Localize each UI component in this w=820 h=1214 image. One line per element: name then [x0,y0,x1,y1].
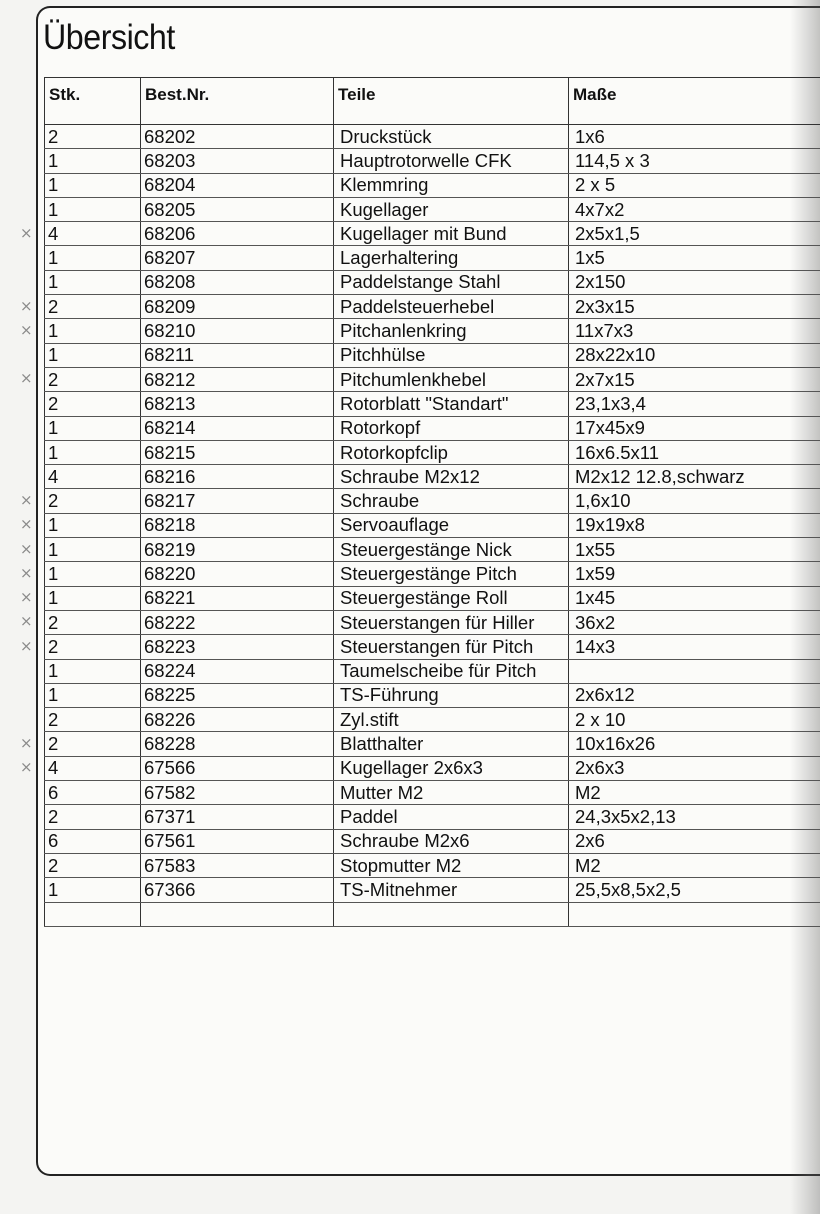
table-row [45,513,820,537]
cell-masse: 19x19x8 [569,513,820,537]
cell-teile: Klemmring [334,173,569,197]
cell-stk: 2 [45,367,141,391]
cell-masse: 24,3x5x2,13 [569,805,820,829]
cell-best-nr: 68211 [141,343,334,367]
cell-stk: 2 [45,708,141,732]
cell-masse: 1x59 [569,562,820,586]
cell-stk: 1 [45,270,141,294]
table-row [45,416,820,440]
cell-teile: Schraube M2x12 [334,465,569,489]
table-row [45,440,820,464]
cell-masse: 2 x 5 [569,173,820,197]
cell-best-nr: 68221 [141,586,334,610]
cell-best-nr: 67366 [141,878,334,902]
cell-stk: 2 [45,853,141,877]
cell-stk: 2 [45,635,141,659]
cell-best-nr: 68214 [141,416,334,440]
cell-best-nr: 67583 [141,853,334,877]
table-row [45,805,820,829]
cell-stk [45,902,141,926]
cell-masse: 16x6.5x11 [569,440,820,464]
header-stk: Stk. [45,78,141,125]
table-row [45,295,820,319]
handwritten-check-mark: × [20,636,33,655]
cell-masse: 1x6 [569,125,820,149]
table-row [45,246,820,270]
table-row [45,538,820,562]
cell-best-nr: 68216 [141,465,334,489]
cell-stk: 2 [45,805,141,829]
cell-best-nr: 68213 [141,392,334,416]
cell-masse: 25,5x8,5x2,5 [569,878,820,902]
cell-stk: 1 [45,197,141,221]
cell-teile: Steuerstangen für Hiller [334,610,569,634]
table-row [45,343,820,367]
cell-masse: 1x45 [569,586,820,610]
cell-teile: Mutter M2 [334,781,569,805]
cell-stk: 1 [45,343,141,367]
cell-teile [334,902,569,926]
cell-teile: Taumelscheibe für Pitch [334,659,569,683]
cell-teile: Pitchumlenkhebel [334,367,569,391]
cell-best-nr: 68228 [141,732,334,756]
table-row [45,610,820,634]
cell-stk: 1 [45,586,141,610]
table-header-row [45,78,820,125]
cell-teile: Blatthalter [334,732,569,756]
table-row [45,367,820,391]
cell-masse: 1x55 [569,538,820,562]
table-row [45,756,820,780]
cell-stk: 1 [45,440,141,464]
cell-masse: 23,1x3,4 [569,392,820,416]
table-row [45,781,820,805]
cell-best-nr: 68217 [141,489,334,513]
cell-teile: Hauptrotorwelle CFK [334,149,569,173]
table-row [45,902,820,926]
cell-stk: 1 [45,562,141,586]
cell-best-nr [141,902,334,926]
cell-stk: 1 [45,538,141,562]
cell-best-nr: 68210 [141,319,334,343]
handwritten-check-mark: × [20,563,33,582]
cell-teile: Steuerstangen für Pitch [334,635,569,659]
table-row [45,853,820,877]
handwritten-check-mark: × [20,223,33,242]
header-best-nr: Best.Nr. [141,78,334,125]
cell-stk: 2 [45,125,141,149]
cell-teile: Druckstück [334,125,569,149]
cell-best-nr: 68202 [141,125,334,149]
cell-masse: 2x150 [569,270,820,294]
page-title: Übersicht [43,18,175,57]
cell-best-nr: 68208 [141,270,334,294]
cell-best-nr: 68222 [141,610,334,634]
table-row [45,465,820,489]
cell-stk: 4 [45,756,141,780]
table-row [45,489,820,513]
cell-teile: Steuergestänge Nick [334,538,569,562]
cell-stk: 2 [45,610,141,634]
cell-teile: Paddelsteuerhebel [334,295,569,319]
cell-best-nr: 67566 [141,756,334,780]
table-row [45,270,820,294]
cell-masse: 36x2 [569,610,820,634]
cell-teile: Rotorkopfclip [334,440,569,464]
cell-masse: 114,5 x 3 [569,149,820,173]
cell-teile: Zyl.stift [334,708,569,732]
table-row [45,732,820,756]
cell-stk: 4 [45,222,141,246]
cell-best-nr: 67582 [141,781,334,805]
cell-best-nr: 68225 [141,683,334,707]
cell-masse: 2x7x15 [569,367,820,391]
cell-best-nr: 68218 [141,513,334,537]
parts-table [44,77,820,927]
cell-teile: Paddelstange Stahl [334,270,569,294]
cell-teile: Steuergestänge Roll [334,586,569,610]
cell-masse: 17x45x9 [569,416,820,440]
handwritten-check-mark: × [20,733,33,752]
handwritten-check-mark: × [20,369,33,388]
cell-stk: 4 [45,465,141,489]
handwritten-check-mark: × [20,612,33,631]
header-teile: Teile [334,78,569,125]
cell-best-nr: 68224 [141,659,334,683]
cell-masse [569,659,820,683]
cell-best-nr: 67561 [141,829,334,853]
handwritten-check-mark: × [20,296,33,315]
handwritten-check-mark: × [20,490,33,509]
cell-stk: 1 [45,319,141,343]
cell-stk: 1 [45,659,141,683]
cell-stk: 2 [45,392,141,416]
cell-stk: 1 [45,173,141,197]
cell-stk: 1 [45,246,141,270]
cell-best-nr: 67371 [141,805,334,829]
cell-best-nr: 68203 [141,149,334,173]
handwritten-check-mark: × [20,539,33,558]
cell-best-nr: 68206 [141,222,334,246]
cell-masse: 2 x 10 [569,708,820,732]
handwritten-check-mark: × [20,515,33,534]
cell-teile: TS-Führung [334,683,569,707]
table-row [45,829,820,853]
cell-teile: Pitchhülse [334,343,569,367]
cell-best-nr: 68223 [141,635,334,659]
cell-teile: Pitchanlenkring [334,319,569,343]
cell-teile: Schraube M2x6 [334,829,569,853]
cell-teile: Kugellager 2x6x3 [334,756,569,780]
cell-teile: Kugellager [334,197,569,221]
cell-masse: 10x16x26 [569,732,820,756]
handwritten-check-mark: × [20,320,33,339]
cell-best-nr: 68212 [141,367,334,391]
cell-masse: 2x5x1,5 [569,222,820,246]
table-row [45,562,820,586]
cell-stk: 6 [45,829,141,853]
table-row [45,586,820,610]
cell-masse: 4x7x2 [569,197,820,221]
cell-stk: 6 [45,781,141,805]
table-row [45,222,820,246]
handwritten-check-mark: × [20,758,33,777]
cell-teile: Rotorblatt "Standart" [334,392,569,416]
cell-masse: 11x7x3 [569,319,820,343]
table-row [45,173,820,197]
cell-teile: Kugellager mit Bund [334,222,569,246]
cell-stk: 1 [45,416,141,440]
table-row [45,197,820,221]
cell-best-nr: 68215 [141,440,334,464]
cell-teile: Lagerhaltering [334,246,569,270]
cell-masse: 1x5 [569,246,820,270]
cell-stk: 2 [45,295,141,319]
cell-masse: M2x12 12.8,schwarz [569,465,820,489]
cell-masse: 2x3x15 [569,295,820,319]
cell-stk: 1 [45,683,141,707]
cell-masse: 14x3 [569,635,820,659]
table-row [45,635,820,659]
cell-best-nr: 68204 [141,173,334,197]
cell-teile: TS-Mitnehmer [334,878,569,902]
cell-best-nr: 68205 [141,197,334,221]
cell-masse: 28x22x10 [569,343,820,367]
table-row [45,659,820,683]
cell-stk: 2 [45,489,141,513]
cell-teile: Paddel [334,805,569,829]
cell-masse: M2 [569,781,820,805]
table-row [45,878,820,902]
table-row [45,392,820,416]
table-row [45,319,820,343]
cell-stk: 2 [45,732,141,756]
cell-best-nr: 68207 [141,246,334,270]
cell-masse [569,902,820,926]
cell-teile: Steuergestänge Pitch [334,562,569,586]
cell-best-nr: 68220 [141,562,334,586]
cell-best-nr: 68209 [141,295,334,319]
cell-stk: 1 [45,513,141,537]
cell-masse: 2x6x3 [569,756,820,780]
cell-stk: 1 [45,149,141,173]
table-row [45,708,820,732]
header-masse: Maße [569,78,820,125]
cell-teile: Schraube [334,489,569,513]
cell-stk: 1 [45,878,141,902]
cell-teile: Servoauflage [334,513,569,537]
cell-masse: 2x6 [569,829,820,853]
cell-teile: Rotorkopf [334,416,569,440]
cell-masse: 1,6x10 [569,489,820,513]
cell-masse: M2 [569,853,820,877]
handwritten-check-mark: × [20,588,33,607]
cell-best-nr: 68226 [141,708,334,732]
table-row [45,149,820,173]
cell-teile: Stopmutter M2 [334,853,569,877]
cell-best-nr: 68219 [141,538,334,562]
table-row [45,125,820,149]
table-row [45,683,820,707]
cell-masse: 2x6x12 [569,683,820,707]
